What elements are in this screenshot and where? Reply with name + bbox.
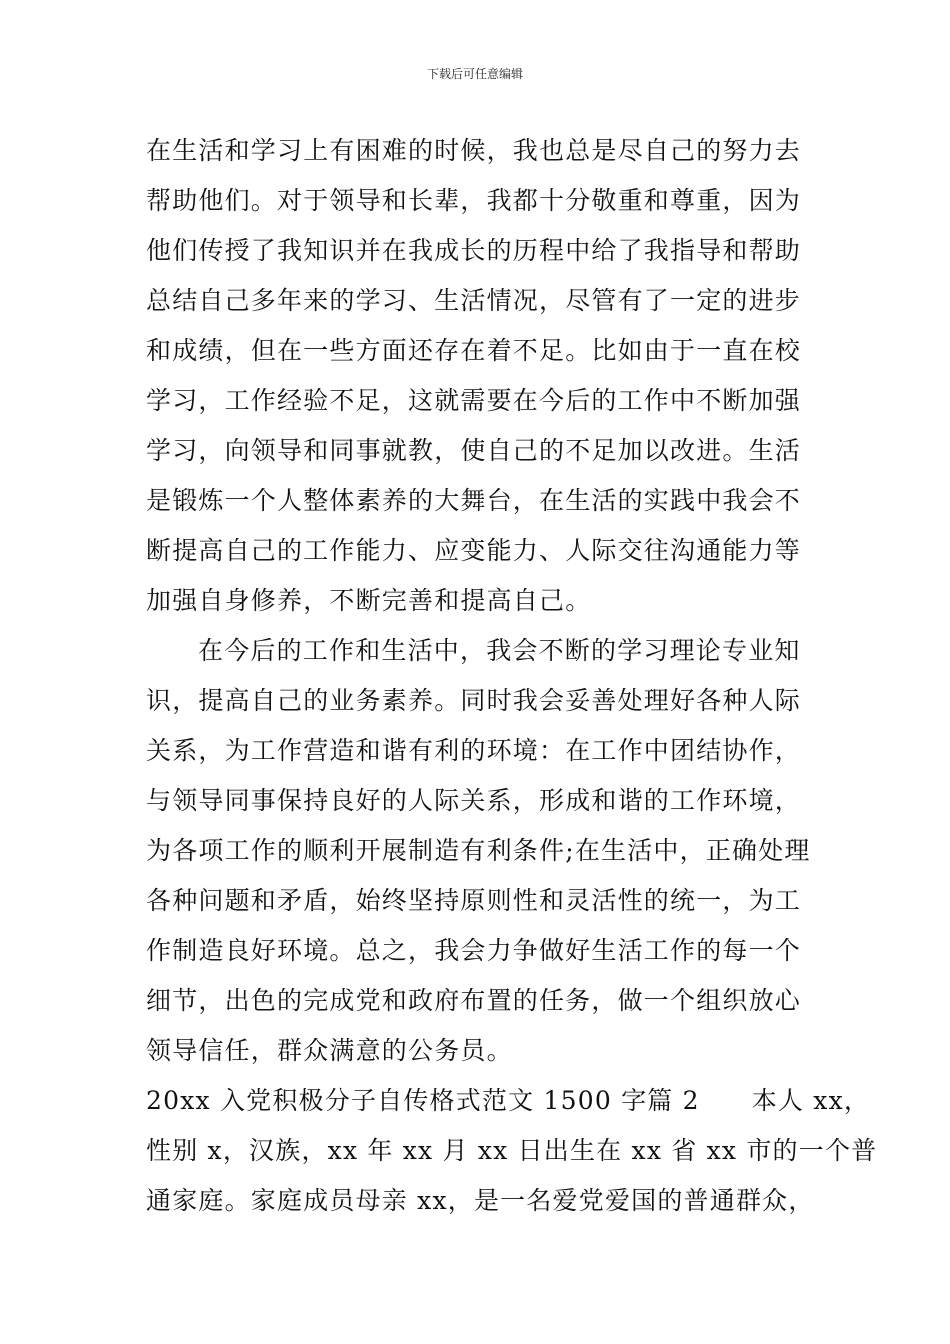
text-line: 识，提高自己的业务素养。同时我会妥善处理好各种人际 — [146, 686, 802, 715]
section-intro-start: 本人 xx， — [751, 1086, 871, 1115]
section-2 — [146, 1076, 878, 1226]
text-line: 总结自己多年来的学习、生活情况，尽管有了一定的进步 — [146, 286, 802, 315]
paragraph-1 — [146, 126, 810, 626]
text-line: 各种问题和矛盾，始终坚持原则性和灵活性的统一，为工 — [146, 886, 802, 915]
text-line: 性别 x，汉族，xx 年 xx 月 xx 日出生在 xx 省 xx 市的一个普 — [146, 1136, 878, 1165]
text-line: 加强自身修养，不断完善和提高自己。 — [146, 586, 592, 615]
text-line: 帮助他们。对于领导和长辈，我都十分敬重和尊重，因为 — [146, 186, 802, 215]
text-line: 为各项工作的顺利开展制造有利条件;在生活中，正确处理 — [146, 836, 811, 865]
text-line: 在生活和学习上有困难的时候，我也总是尽自己的努力去 — [146, 136, 802, 165]
text-line: 是锻炼一个人整体素养的大舞台，在生活的实践中我会不 — [146, 486, 802, 515]
text-line: 断提高自己的工作能力、应变能力、人际交往沟通能力等 — [146, 536, 802, 565]
text-line: 与领导同事保持良好的人际关系，形成和谐的工作环境， — [146, 786, 802, 815]
page-header: 下载后可任意编辑 — [426, 67, 523, 81]
text-line: 他们传授了我知识并在我成长的历程中给了我指导和帮助 — [146, 236, 802, 265]
text-line: 学习，向领导和同事就教，使自己的不足加以改进。生活 — [146, 436, 802, 465]
text-line: 在今后的工作和生活中，我会不断的学习理论专业知 — [198, 636, 801, 665]
text-line: 作制造良好环境。总之，我会力争做好生活工作的每一个 — [146, 936, 802, 965]
section-2-first-line — [146, 1076, 871, 1126]
text-line: 和成绩，但在一些方面还存在着不足。比如由于一直在校 — [146, 336, 802, 365]
text-line: 学习，工作经验不足，这就需要在今后的工作中不断加强 — [146, 386, 802, 415]
text-line: 通家庭。家庭成员母亲 xx，是一名爱党爱国的普通群众， — [146, 1186, 815, 1215]
text-line: 关系，为工作营造和谐有利的环境：在工作中团结协作， — [146, 736, 802, 765]
document-body — [146, 126, 878, 1226]
text-line: 领导信任，群众满意的公务员。 — [146, 1036, 513, 1065]
paragraph-2 — [146, 626, 810, 1076]
section-title: 20xx 入党积极分子自传格式范文 1500 字篇 2 — [146, 1086, 700, 1115]
text-line: 细节，出色的完成党和政府布置的任务，做一个组织放心 — [146, 986, 802, 1015]
